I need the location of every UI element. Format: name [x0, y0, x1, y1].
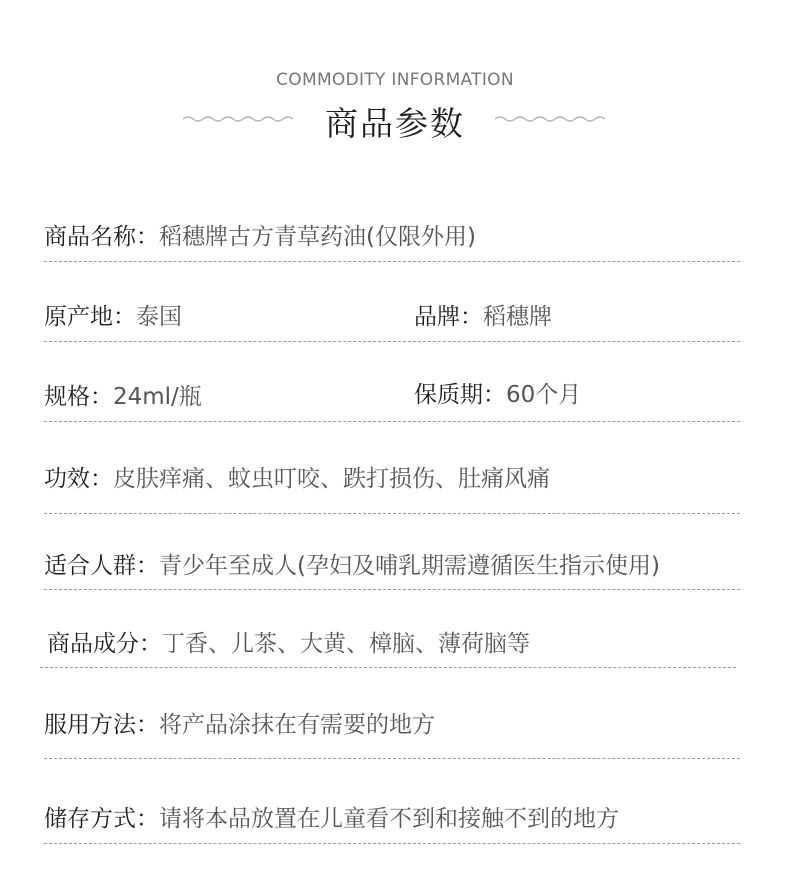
spec-value: 稻穗牌古方青草药油(仅限外用) — [159, 224, 476, 250]
spec-value: 皮肤痒痛、蚊虫叮咬、跌打损伤、肚痛风痛 — [113, 466, 550, 492]
spec-label: 品牌： — [414, 304, 483, 330]
spec-row-brand — [414, 302, 552, 332]
spec-label: 服用方法： — [44, 712, 159, 738]
wave-divider-right — [495, 112, 605, 126]
divider — [40, 667, 736, 668]
spec-row-efficacy — [44, 464, 550, 494]
divider — [44, 758, 740, 759]
spec-value: 60个月 — [506, 382, 582, 408]
spec-label: 保质期： — [414, 382, 506, 408]
spec-value: 丁香、儿茶、大黄、樟脑、薄荷脑等 — [162, 631, 530, 657]
spec-row-origin — [44, 302, 182, 332]
spec-value: 请将本品放置在儿童看不到和接触不到的地方 — [159, 806, 619, 832]
spec-row-storage — [44, 804, 619, 834]
spec-row-shelf-life — [414, 380, 581, 410]
spec-label: 适合人群： — [44, 553, 159, 579]
spec-label: 规格： — [44, 384, 113, 410]
spec-label: 原产地： — [44, 304, 136, 330]
spec-value: 泰国 — [136, 304, 182, 330]
spec-value: 青少年至成人(孕妇及哺乳期需遵循医生指示使用) — [159, 553, 660, 579]
divider — [44, 513, 740, 514]
divider — [44, 261, 740, 262]
spec-row-usage — [44, 710, 435, 740]
spec-row-ingredients — [47, 629, 530, 659]
spec-row-size — [44, 382, 202, 412]
spec-label: 商品名称： — [44, 224, 159, 250]
divider — [44, 421, 740, 422]
spec-row-audience — [44, 551, 660, 581]
spec-label: 商品成分： — [47, 631, 162, 657]
spec-value: 将产品涂抹在有需要的地方 — [159, 712, 435, 738]
header-subtitle: COMMODITY INFORMATION — [276, 70, 514, 90]
divider — [44, 341, 740, 342]
divider — [44, 843, 740, 844]
spec-label: 储存方式： — [44, 806, 159, 832]
spec-value: 稻穗牌 — [483, 304, 552, 330]
spec-label: 功效： — [44, 466, 113, 492]
divider — [44, 589, 740, 590]
page-title: 商品参数 — [325, 104, 465, 143]
spec-value: 24ml/瓶 — [113, 384, 202, 410]
spec-row-name — [44, 222, 476, 252]
